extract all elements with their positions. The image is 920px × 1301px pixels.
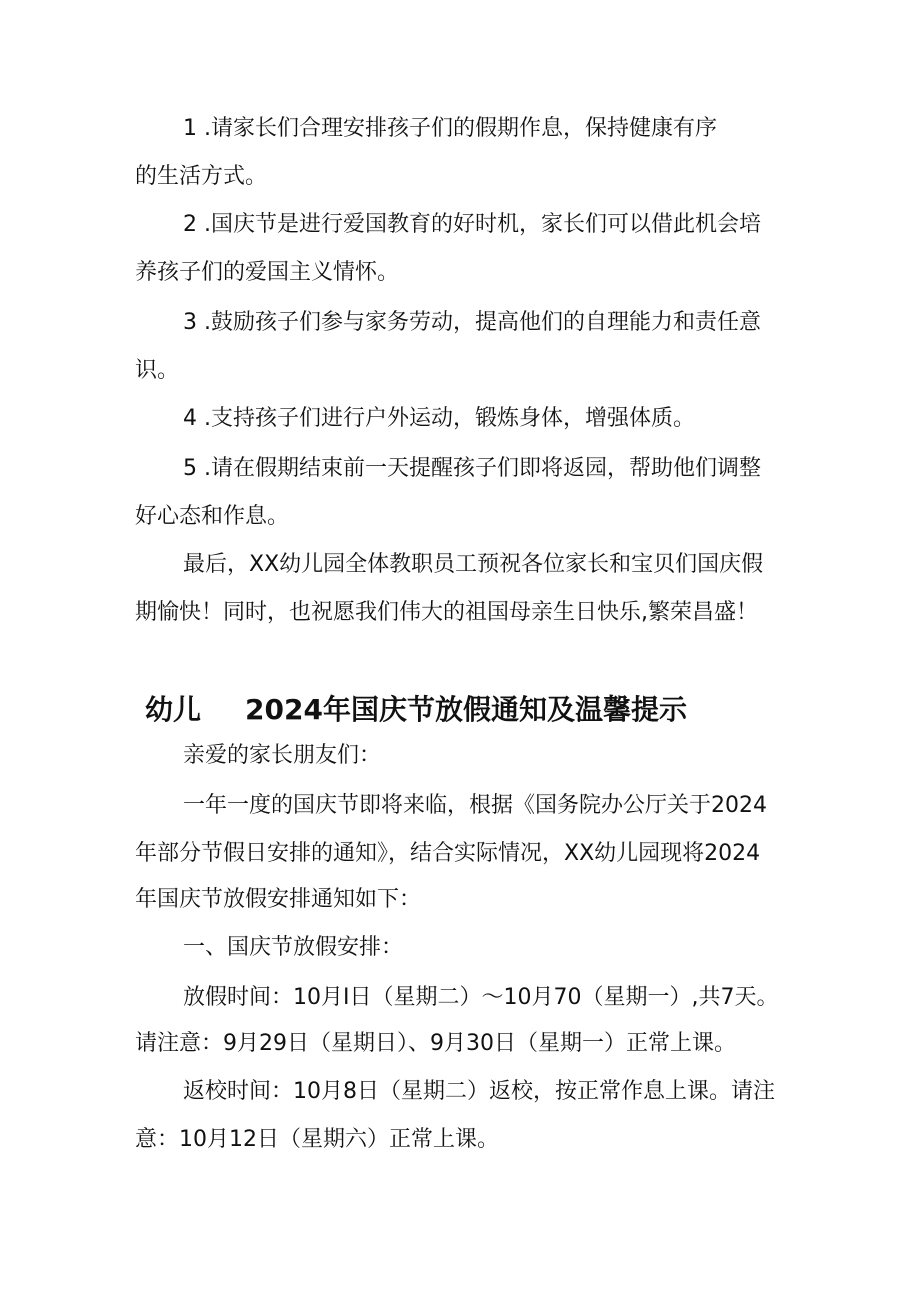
tip-4-line-1: 4 .支持孩子们进行户外运动，锻炼身体，增强体质。: [183, 406, 695, 431]
tip-1-line-1: 1 .请家长们合理安排孩子们的假期作息，保持健康有序: [183, 116, 717, 141]
title-part-2: 2024年国庆节放假通知及温馨提示: [245, 693, 687, 726]
tip-1-line-2: 的生活方式。: [135, 164, 268, 189]
closing-line-1: 最后，XX幼儿园全体教职员工预祝各位家长和宝贝们国庆假: [183, 552, 764, 577]
tip-2-line-1: 2 .国庆节是进行爱国教育的好时机，家长们可以借此机会培: [183, 212, 761, 237]
holiday-note: 请注意：9月29日（星期日）、9月30日（星期一）正常上课。: [135, 1031, 736, 1056]
greeting: 亲爱的家长朋友们：: [183, 743, 382, 768]
return-time-line-2: 意：10月12日（星期六）正常上课。: [135, 1127, 499, 1152]
section-heading-holiday: 一、国庆节放假安排：: [183, 935, 404, 960]
tip-3-line-2: 识。: [135, 358, 180, 383]
notice-title: [145, 692, 687, 728]
tip-2-line-2: 养孩子们的爱国主义情怀。: [135, 260, 400, 285]
tip-3-line-1: 3 .鼓励孩子们参与家务劳动，提高他们的自理能力和责任意: [183, 310, 761, 335]
holiday-time: 放假时间：10月I日（星期二）〜10月70（星期一）,共7天。: [183, 985, 779, 1010]
closing-line-2: 期愉快！同时，也祝愿我们伟大的祖国母亲生日快乐,繁荣昌盛！: [135, 600, 758, 625]
intro-line-3: 年国庆节放假安排通知如下：: [135, 887, 422, 912]
tip-5-line-1: 5 .请在假期结束前一天提醒孩子们即将返园，帮助他们调整: [183, 456, 761, 481]
intro-line-2: 年部分节假日安排的通知》，结合实际情况，XX幼儿园现将2024: [135, 841, 761, 866]
tip-5-line-2: 好心态和作息。: [135, 504, 290, 529]
return-time-line-1: 返校时间：10月8日（星期二）返校，按正常作息上课。请注: [183, 1079, 775, 1104]
title-part-1: 幼儿: [145, 693, 202, 726]
intro-line-1: 一年一度的国庆节即将来临，根据《国务院办公厅关于2024: [183, 793, 767, 818]
